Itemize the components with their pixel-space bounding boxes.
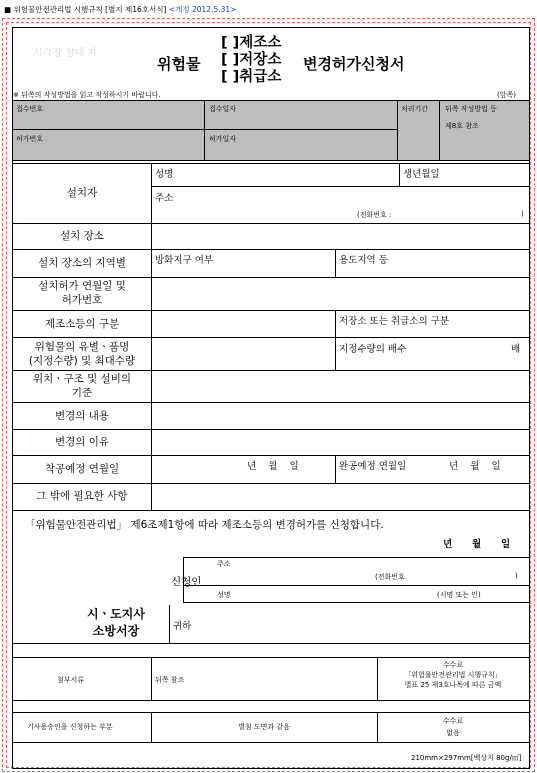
paper-spec: 210mm×297mm[백상지 80g/㎡] [411,754,522,762]
form-header [4,4,236,15]
kind-handling-checkbox[interactable]: [ ]취급소 [221,69,282,85]
declaration-text: 「위험물안전관리법」 제6조제1항에 따라 제조소등의 변경허가를 신청합니다. [25,519,384,531]
recipient [87,606,145,640]
fee-block [377,660,529,690]
receipt-no-label: 접수번호 [16,105,44,113]
end-date-label: 완공예정 연월일 [339,461,407,472]
permit-no-label: 허가번호 [16,135,44,143]
other-label: 그 밖에 필요한 사항 [36,490,128,502]
title-watermark: 시각장 참대 자 [33,48,98,59]
review-label: 기사용승인을 신청하는 부분 [27,723,113,731]
attachments-label: 첨부서류 [57,676,85,684]
structure-line-1: 위치ㆍ구조 및 설비의 [33,373,131,385]
use-zone-label: 용도지역 등 [339,255,388,266]
fee2-value: 없음 [446,729,460,737]
change-content-label: 변경의 내용 [54,410,110,422]
fee2-block [377,715,529,739]
installer-birth-label: 생년월일 [403,169,440,180]
permit-date-no-label [13,279,151,307]
attachments-value: 뒤쪽 참조 [155,676,185,684]
processing-period-note-1: 뒤쪽 작성방법 등 [445,105,497,113]
recipient-honorific: 귀하 [173,621,192,632]
start-date-label: 착공예정 연월일 [44,463,120,475]
fire-zone-label: 방화지구 여부 [155,255,214,266]
applicant-phone-close: ) [515,572,518,580]
structure-line-2: 기준 [71,387,93,399]
installer-address-label: 주소 [155,193,174,204]
instruction-note: ※ 뒤쪽의 작성방법을 읽고 작성하시기 바랍니다. [13,91,161,99]
hazard-label [13,340,151,368]
change-reason-label: 변경의 이유 [54,436,110,448]
applicant-phone-label: (전화번호 [375,573,405,581]
storage-type-label: 저장소 또는 취급소의 구분 [339,316,450,327]
fee2-label: 수수료 [442,717,464,725]
receipt-date-label: 접수일자 [209,105,237,113]
start-date-value[interactable]: 년 월 일 [247,461,299,472]
zone-label: 설치 장소의 지역별 [38,257,126,269]
facility-type-label: 제조소등의 구분 [44,318,120,330]
structure-label [13,372,151,400]
kind-manufacture-checkbox[interactable]: [ ]제조소 [221,35,282,51]
installer-phone-close: ) [521,210,524,218]
form-header-revision: <개정 2012.5.31> [168,5,237,14]
hazard-line-1: 위험물의 유별ㆍ품명 [34,341,130,353]
fee-line-2: 별표 25 제3호나목에 따른 금액 [404,681,502,689]
end-date-value[interactable]: 년 월 일 [449,461,501,472]
page-side-note: (앞쪽) [497,91,516,99]
application-sheet [12,27,530,769]
recipient-line-1: 시ㆍ도지사 [87,607,145,621]
installer-name-label: 성명 [155,169,174,180]
kind-storage-checkbox[interactable]: [ ]저장소 [221,52,282,68]
applicant-label: 신청인 [171,576,202,588]
hazard-line-2: (지정수량) 및 최대수량 [28,355,136,367]
multiple-unit: 배 [511,344,521,355]
installer-label: 설치자 [66,187,98,199]
applicant-sign-label: (서명 또는 인) [437,591,481,599]
form-header-prefix: ■ 위험물안전관리법 시행규칙 [별지 제16호서식] [4,5,167,14]
title-word: 위험물 [157,55,201,73]
fee-line-1: 「위험물안전관리법 시행규칙」 [404,671,502,679]
location-label: 설치 장소 [60,230,104,242]
processing-period-note-2: 제8호 참조 [445,122,479,130]
facility-kind-options [221,35,281,86]
declaration-date[interactable]: 년 월 일 [443,539,511,550]
multiple-label: 지정수량의 배수 [339,344,407,355]
title-suffix: 변경허가신청서 [303,55,405,73]
permit-date-label: 허가일자 [209,135,237,143]
permit-date-no-line-1: 설치허가 연월일 및 [38,280,126,292]
permit-date-no-line-2: 허가번호 [61,294,103,306]
installer-phone-label: (전화번호 : [357,211,392,219]
applicant-name-label: 성명 [217,591,231,599]
fee-label: 수수료 [442,661,464,669]
recipient-line-2: 소방서장 [92,624,140,638]
review-value: 별첨 도면과 같음 [238,723,290,731]
applicant-address-label: 주소 [217,560,231,568]
processing-period-label: 처리기간 [401,105,429,113]
